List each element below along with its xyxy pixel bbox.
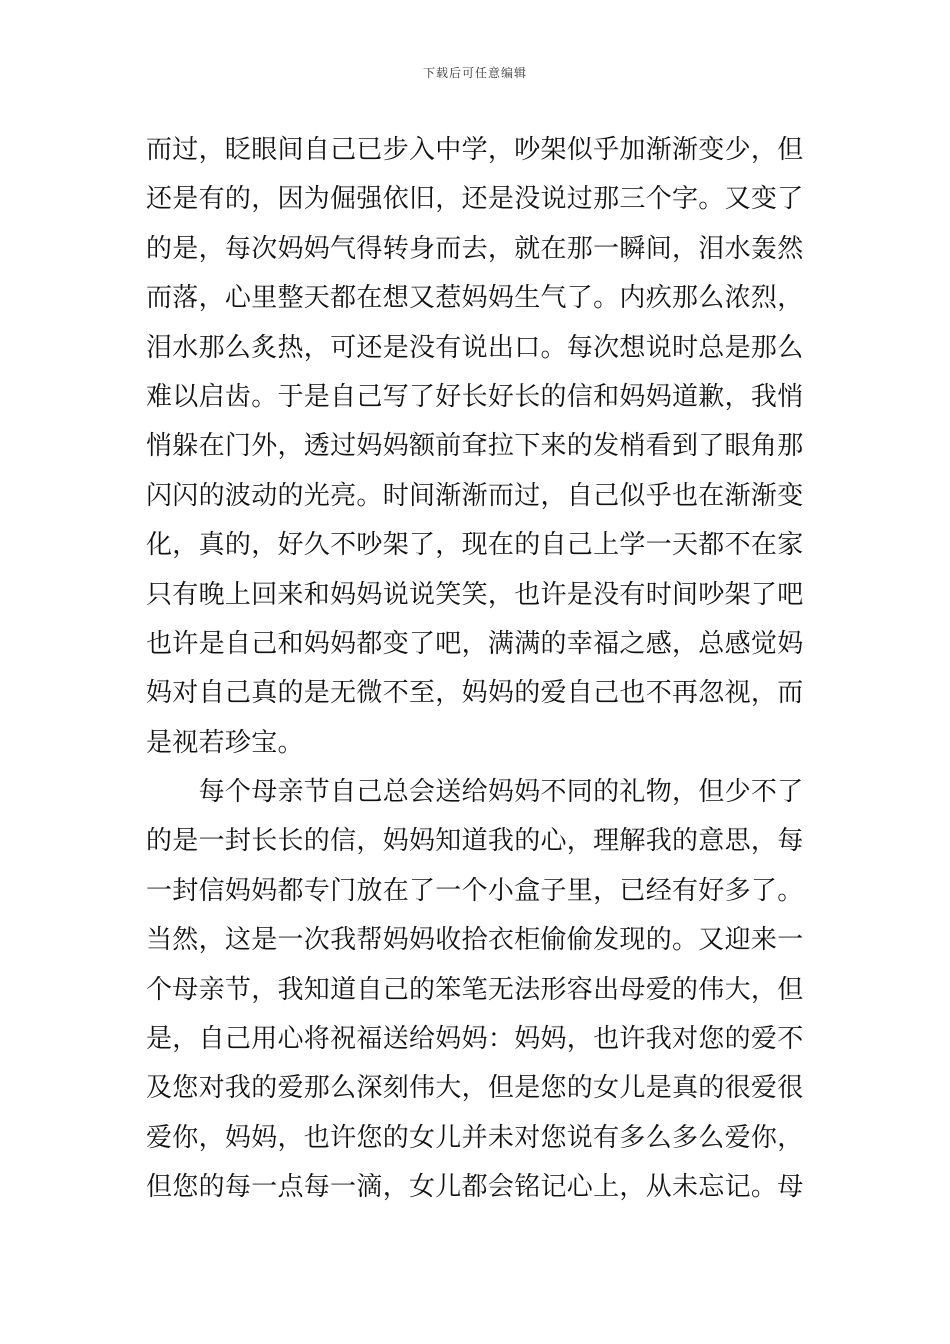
text-line: 一封信妈妈都专门放在了一个小盒子里，已经有好多了。 — [146, 875, 804, 906]
page-header: 下载后可任意编辑 — [422, 66, 527, 80]
text-line: 而过，眨眼间自己已步入中学，吵架似乎加渐渐变少，但 — [146, 135, 804, 165]
text-line: 爱你，妈妈，也许您的女儿并未对您说有多么多么爱你， — [146, 1122, 804, 1153]
text-line: 而落，心里整天都在想又惹妈妈生气了。内疚那么浓烈， — [146, 283, 804, 314]
text-line: 当然，这是一次我帮妈妈收拾衣柜偷偷发现的。又迎来一 — [146, 925, 804, 956]
text-line: 难以启齿。于是自己写了好长好长的信和妈妈道歉，我悄 — [146, 381, 804, 412]
text-line: 闪闪的波动的光亮。时间渐渐而过，自己似乎也在渐渐变 — [146, 480, 804, 511]
text-line: 个母亲节，我知道自己的笨笔无法形容出母爱的伟大，但 — [146, 974, 804, 1005]
text-line: 只有晚上回来和妈妈说说笑笑，也许是没有时间吵架了吧 — [146, 579, 804, 610]
text-line: 的是一封长长的信，妈妈知道我的心，理解我的意思，每 — [146, 826, 804, 857]
text-line: 及您对我的爱那么深刻伟大，但是您的女儿是真的很爱很 — [146, 1073, 804, 1104]
text-line: 泪水那么炙热，可还是没有说出口。每次想说时总是那么 — [146, 332, 804, 363]
text-line: 是视若珍宝。 — [146, 727, 304, 758]
text-line: 还是有的，因为倔强依旧，还是没说过那三个字。又变了 — [146, 184, 804, 215]
text-line: 但您的每一点每一滴，女儿都会铭记心上，从未忘记。母 — [146, 1172, 804, 1203]
text-line: 妈对自己真的是无微不至，妈妈的爱自己也不再忽视，而 — [146, 678, 804, 709]
text-line: 化，真的，好久不吵架了，现在的自己上学一天都不在家 — [146, 530, 804, 561]
text-line: 是，自己用心将祝福送给妈妈：妈妈，也许我对您的爱不 — [146, 1024, 804, 1055]
text-line: 悄躲在门外，透过妈妈额前耷拉下来的发梢看到了眼角那 — [146, 431, 804, 462]
document-body — [146, 126, 810, 1213]
paragraph-start-line: 每个母亲节自己总会送给妈妈不同的礼物，但少不了 — [146, 777, 804, 808]
text-line: 也许是自己和妈妈都变了吧，满满的幸福之感，总感觉妈 — [146, 628, 804, 659]
text-line: 的是，每次妈妈气得转身而去，就在那一瞬间，泪水轰然 — [146, 233, 804, 264]
